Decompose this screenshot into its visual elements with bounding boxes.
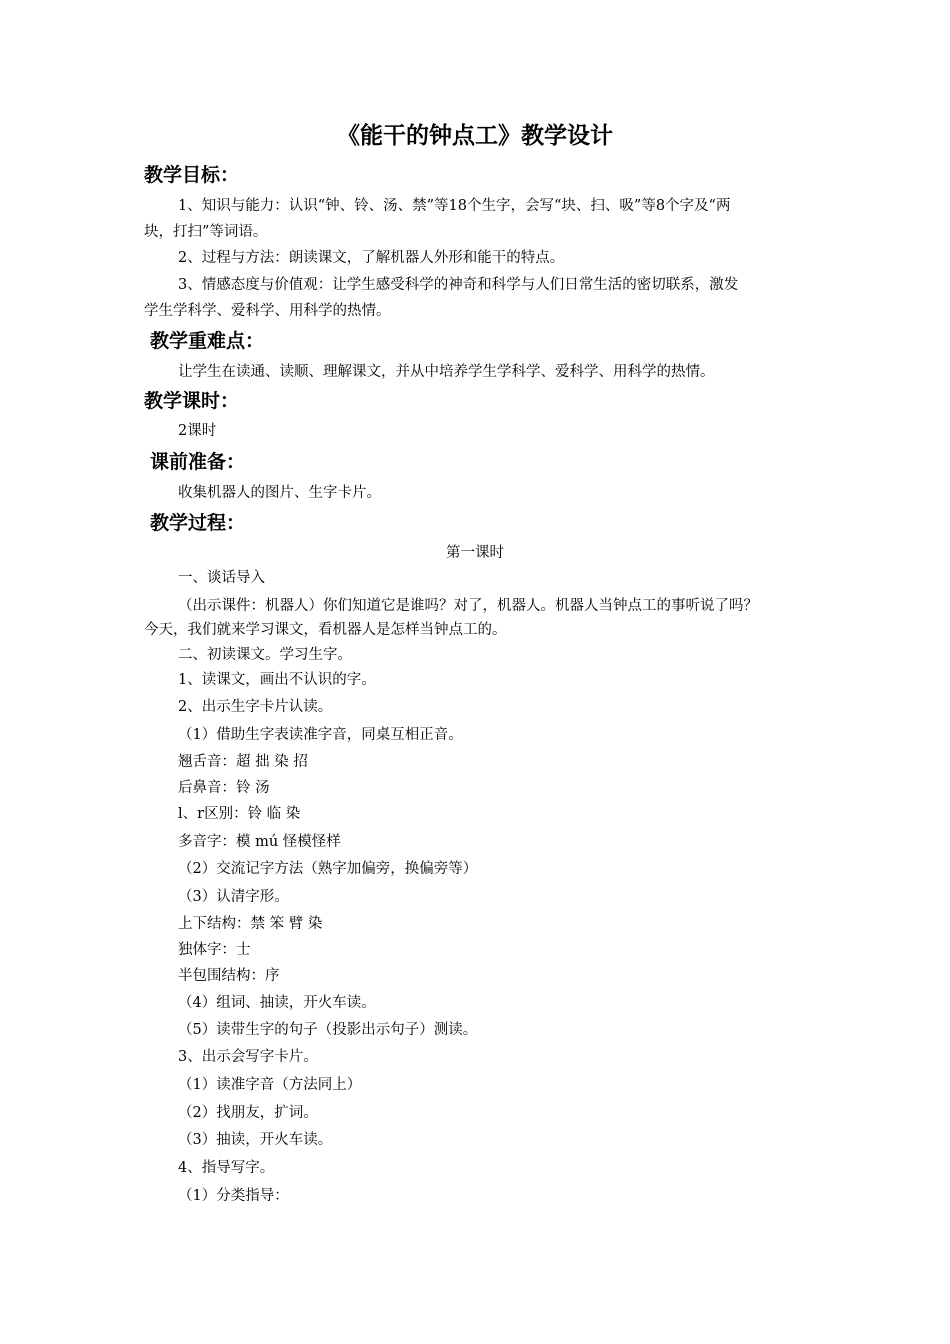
process-line: 1、读课文，画出不认识的字。 [178,672,376,688]
goal-item-1-line-2: 块，打扫”等词语。 [144,224,268,240]
process-line: 二、初读课文。学习生字。 [178,647,352,663]
heading-prep: 课前准备： [150,451,246,473]
process-line: （5）读带生字的句子（投影出示句子）测读。 [178,1022,478,1038]
key-points-text: 让学生在读通、读顺、理解课文，并从中培养学生学科学、爱科学、用科学的热情。 [178,364,715,380]
process-line: 独体字：士 [178,942,251,958]
process-line: （3）抽读，开火车读。 [178,1132,333,1148]
process-line: （4）组词、抽读，开火车读。 [178,995,376,1011]
heading-process: 教学过程： [150,512,246,534]
process-line: （出示课件：机器人）你们知道它是谁吗？对了，机器人。机器人当钟点工的事听说了吗？ [178,598,758,614]
process-line: （1）借助生字表读准字音，同桌互相正音。 [178,727,463,743]
goal-item-1-line-1: 1、知识与能力：认识“钟、铃、汤、禁”等18个生字，会写“块、扫、吸”等8个字及“两 [178,198,731,214]
hours-text: 2课时 [178,423,217,439]
goal-item-3-line-1: 3、情感态度与价值观：让学生感受科学的神奇和科学与人们日常生活的密切联系，激发 [178,277,739,293]
goal-item-3-line-2: 学生学科学、爱科学、用科学的热情。 [144,303,391,319]
process-line: （3）认清字形。 [178,889,289,905]
process-line: 4、指导写字。 [178,1160,275,1176]
heading-key-points: 教学重难点： [150,330,265,352]
process-line: 今天，我们就来学习课文，看机器人是怎样当钟点工的。 [144,622,507,638]
process-line: 后鼻音：铃 汤 [178,780,270,796]
process-line: （2）找朋友，扩词。 [178,1105,318,1121]
process-line: l、r区别：铃 临 染 [178,806,301,822]
heading-goals: 教学目标： [144,164,240,186]
process-line: 半包围结构：序 [178,968,280,984]
document-title: 《能干的钟点工》教学设计 [337,122,613,149]
process-line: 上下结构：禁 笨 臂 染 [178,916,323,932]
process-line: 3、出示会写字卡片。 [178,1049,318,1065]
lesson-title: 第一课时 [446,545,504,561]
process-line: 多音字：模 mú 怪模怪样 [178,834,341,850]
process-line: 2、出示生字卡片认读。 [178,699,333,715]
goal-item-2: 2、过程与方法：朗读课文，了解机器人外形和能干的特点。 [178,250,565,266]
process-line: 一、谈话导入 [178,570,265,586]
prep-text: 收集机器人的图片、生字卡片。 [178,485,381,501]
process-line: （2）交流记字方法（熟字加偏旁，换偏旁等） [178,861,478,877]
process-line: 翘舌音：超 拙 染 招 [178,754,308,770]
heading-hours: 教学课时： [144,390,240,412]
process-line: （1）分类指导： [178,1188,289,1204]
process-line: （1）读准字音（方法同上） [178,1077,362,1093]
